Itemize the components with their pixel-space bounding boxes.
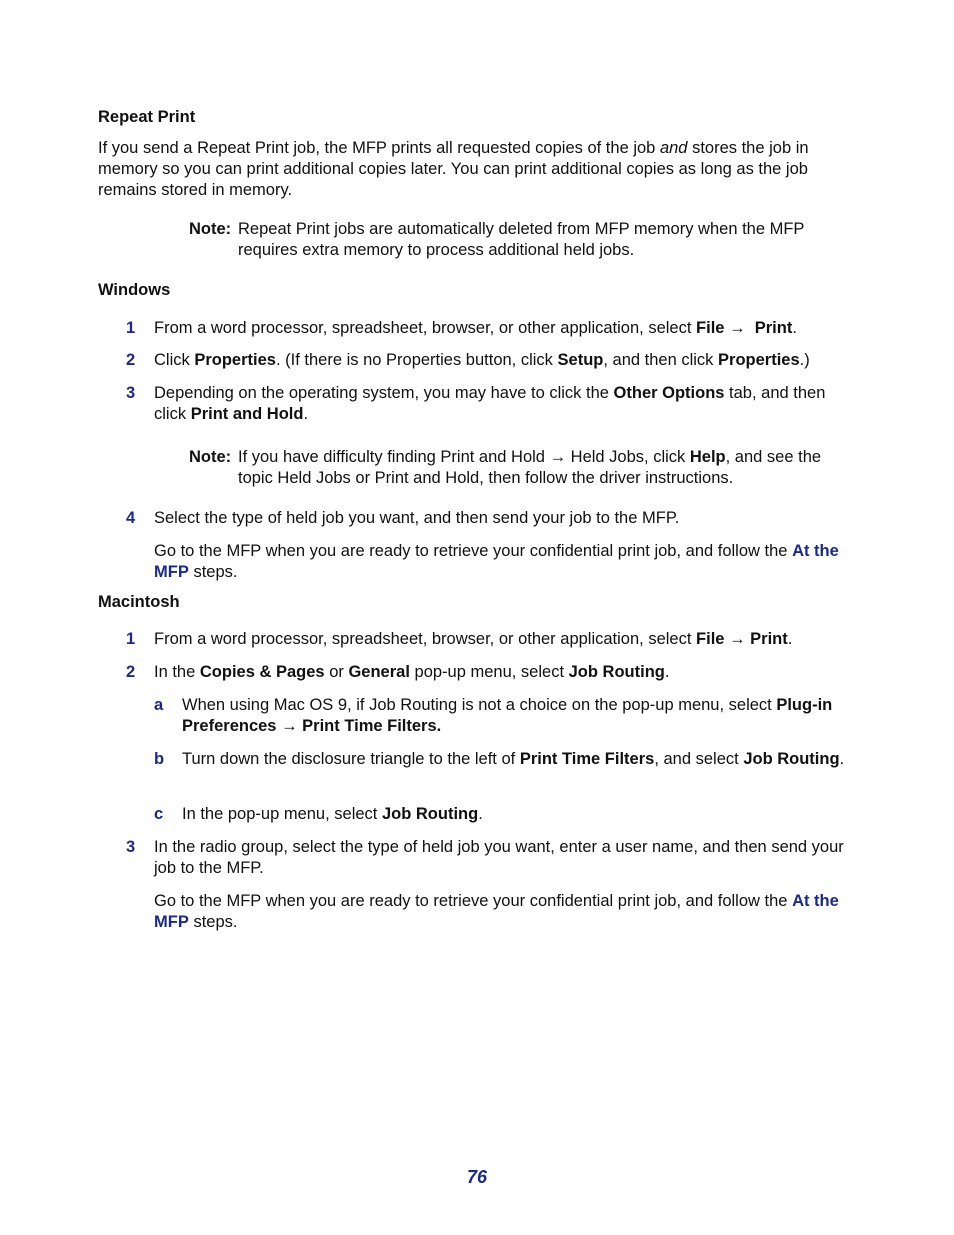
goto-mfp-paragraph: Go to the MFP when you are ready to retrieve your confidential print job, and follow the At the MFP steps. bbox=[154, 542, 839, 581]
step-number: 2 bbox=[126, 663, 136, 681]
at-the-mfp-link[interactable]: At the MFP bbox=[154, 542, 839, 581]
section-heading-windows: Windows bbox=[98, 281, 171, 299]
arrow-icon: → bbox=[549, 448, 567, 466]
note-label: Note: bbox=[189, 220, 232, 238]
step-number: 3 bbox=[126, 384, 136, 402]
step-number: 1 bbox=[126, 319, 136, 337]
note-text: If you have difficulty finding Print and Hold → Held Jobs, click Help, and see the topic Held Jobs or Print and Hold, then follow the driver instructions. bbox=[238, 448, 822, 487]
arrow-icon: → bbox=[729, 630, 746, 648]
goto-mfp-paragraph: Go to the MFP when you are ready to retrieve your confidential print job, and follow the At the MFP steps. bbox=[154, 892, 839, 931]
mac-substep-c: In the pop-up menu, select Job Routing. bbox=[182, 805, 483, 823]
note-text: Repeat Print jobs are automatically deleted from MFP memory when the MFP requires extra memory to process additional held jobs. bbox=[238, 220, 805, 259]
windows-step-3: Depending on the operating system, you may have to click the Other Options tab, and then click Print and Hold. bbox=[154, 384, 826, 423]
mac-step-1: From a word processor, spreadsheet, browser, or other application, select File → Print. bbox=[154, 630, 793, 648]
note-label: Note: bbox=[189, 448, 232, 466]
section-heading-macintosh: Macintosh bbox=[98, 593, 180, 611]
arrow-icon: → bbox=[281, 717, 298, 735]
substep-letter: a bbox=[154, 696, 164, 714]
windows-step-4: Select the type of held job you want, and then send your job to the MFP. bbox=[154, 509, 680, 527]
mac-step-2: In the Copies & Pages or General pop-up menu, select Job Routing. bbox=[154, 663, 670, 681]
windows-step-1: From a word processor, spreadsheet, browser, or other application, select File → Print. bbox=[154, 319, 797, 337]
page-number: 76 bbox=[466, 1167, 488, 1187]
mac-substep-a: When using Mac OS 9, if Job Routing is not a choice on the pop-up menu, select Plug-in Preferences → Print Time Filters. bbox=[182, 696, 833, 735]
windows-step-2: Click Properties. (If there is no Properties button, click Setup, and then click Properties.) bbox=[154, 351, 810, 369]
substep-letter: c bbox=[154, 805, 164, 823]
at-the-mfp-link[interactable]: At the MFP bbox=[154, 892, 839, 931]
step-number: 4 bbox=[126, 509, 136, 527]
repeat-print-paragraph: If you send a Repeat Print job, the MFP prints all requested copies of the job and stores the job in memory so you can print additional copies later. You can print additional copies as long as the job remains stored in memory. bbox=[98, 139, 809, 199]
step-number: 2 bbox=[126, 351, 136, 369]
step-number: 1 bbox=[126, 630, 136, 648]
mac-step-3: In the radio group, select the type of held job you want, enter a user name, and then send your job to the MFP. bbox=[154, 838, 844, 877]
mac-substep-b: Turn down the disclosure triangle to the left of Print Time Filters, and select Job Routing. bbox=[182, 750, 845, 768]
step-number: 3 bbox=[126, 838, 136, 856]
arrow-icon: → bbox=[729, 319, 746, 337]
section-heading-repeat-print: Repeat Print bbox=[98, 108, 196, 126]
substep-letter: b bbox=[154, 750, 165, 768]
